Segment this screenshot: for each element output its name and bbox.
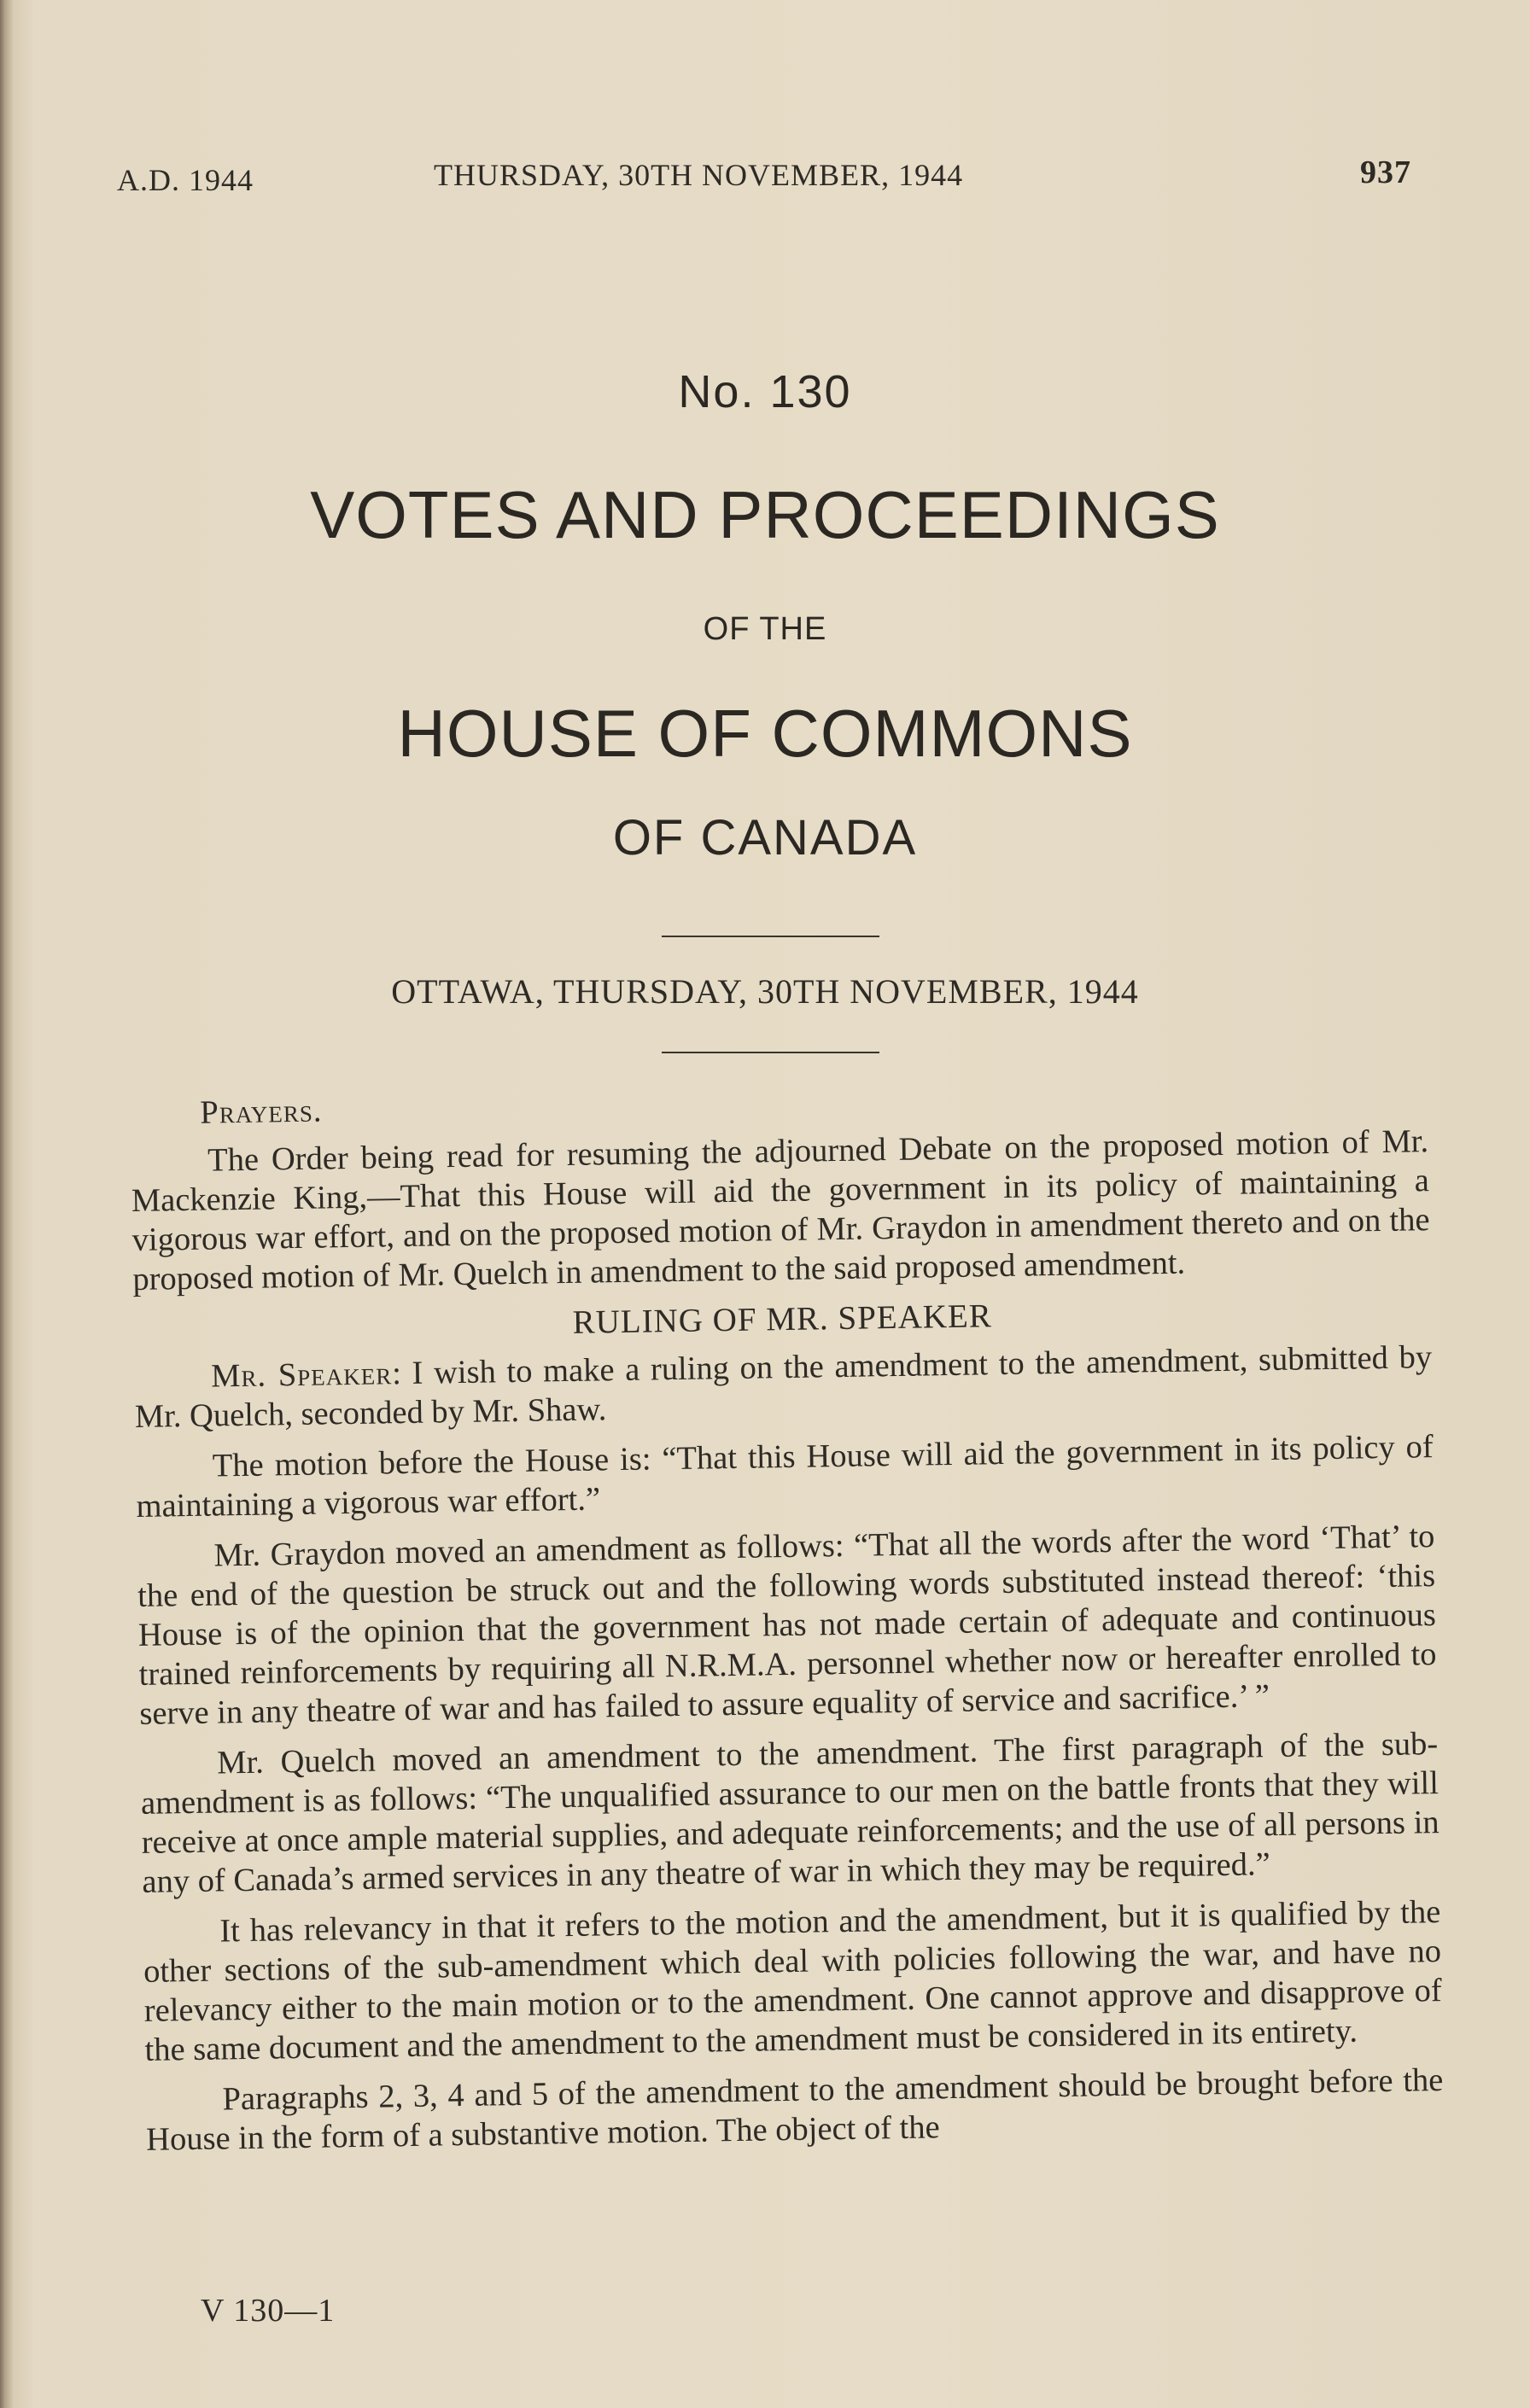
speaker-label: Mr. Speaker (210, 1356, 393, 1395)
signature-mark: V 130—1 (201, 2293, 336, 2329)
speaker-ruling-text: : I wish to make a ruling on the amendment to the amendment, submitted by Mr. Quelch, seconded by Mr. Shaw. (134, 1339, 1433, 1435)
dateline: OTTAWA, THURSDAY, 30TH NOVEMBER, 1944 (391, 972, 1139, 1011)
divider-top (662, 936, 879, 937)
divider-bottom (662, 1052, 879, 1053)
title-of-canada: OF CANADA (612, 810, 918, 866)
page-number: 937 (1360, 155, 1411, 190)
running-head (0, 157, 1530, 200)
paragraph-relevancy: It has relevancy in that it refers to the motion and the amendment, but it is qualified by the other sections of the sub-amendment which deal with policies following the war, and have no relevancy either to the main motion or to the amendment. One cannot approve and disapprove of the same document and the amendment to the amendment must be considered in its entirety. (143, 1894, 1443, 2068)
proceedings-body (130, 1074, 1445, 2171)
paragraph-speaker-ruling (134, 1338, 1433, 1437)
title-votes-and-proceedings: VOTES AND PROCEEDINGS (310, 477, 1220, 552)
paragraph-graydon-amendment: Mr. Graydon moved an amendment as follows: “That all the words after the word ‘That’ to the end of the question be struck out and the following words substituted instead thereof: ‘this House is of the opinion that the government has not made certain of adequate and continuous trained reinforcements by requiring all N.R.M.A. personnel whether now or hereafter enrolled to serve in any theatre of war and has failed to assure equality of service and sacrifice.’ ” (137, 1519, 1437, 1732)
paragraph-substantive-motion: Paragraphs 2, 3, 4 and 5 of the amendment to the amendment should be brought before the House in the form of a substantive motion. The object of the (145, 2061, 1444, 2158)
issue-number: No. 130 (678, 366, 852, 417)
paragraph-motion-before-house: The motion before the House is: “That this House will aid the government in its policy of maintaining a vigorous war effort.” (136, 1429, 1434, 1525)
ruling-heading: RULING OF MR. SPEAKER (572, 1297, 993, 1341)
paragraph-quelch-amendment: Mr. Quelch moved an amendment to the amendment. The first paragraph of the sub-amendment is as follows: “The unqualified assurance to our men on the battle fronts that they will receive at once ample material supplies, and adequate reinforcements; and the use of all persons in any of Canada’s armed services in any theatre of war in which they may be required.” (140, 1726, 1439, 1900)
running-head-date: THURSDAY, 30TH NOVEMBER, 1944 (434, 158, 964, 192)
paragraph-order-read: The Order being read for resuming the adjourned Debate on the proposed motion of Mr. Mackenzie King,—That this House will aid the government in its policy of maintaining a vigorous war effort, and on the proposed motion of Mr. Graydon in amendment thereto and on the proposed motion of Mr. Quelch in amendment to the said proposed amendment. (131, 1123, 1430, 1297)
title-of-the: OF THE (703, 611, 827, 647)
prayers-label: Prayers. (200, 1093, 323, 1131)
title-house-of-commons: HOUSE OF COMMONS (397, 696, 1133, 771)
running-head-year: A.D. 1944 (117, 163, 254, 197)
